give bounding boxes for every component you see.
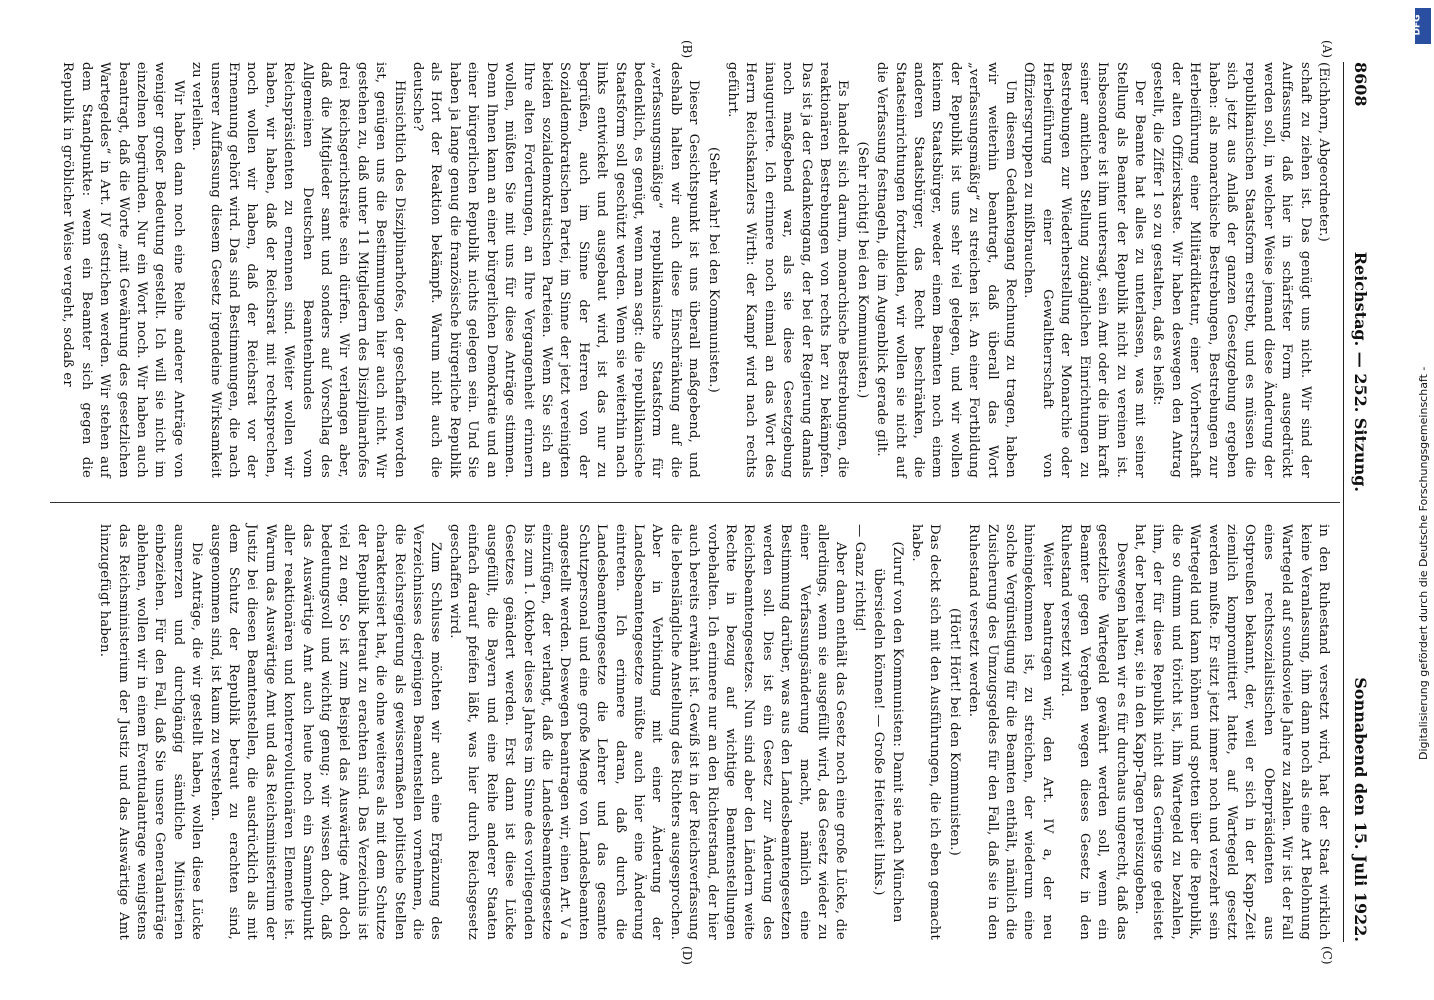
session-date: Sonnabend den 15. Juli 1922. xyxy=(1351,677,1370,942)
paragraph: — Ganz richtig! xyxy=(851,524,867,633)
interjection: (Sehr richtig! bei den Kommunisten.) xyxy=(854,141,870,399)
column-divider xyxy=(50,502,1340,503)
digitization-credit: Digitalisierung gefördert durch die Deutsche Forschungsgemeinschaft - xyxy=(1417,366,1430,760)
left-column xyxy=(58,62,1332,478)
right-column xyxy=(95,524,1332,940)
paragraph: Zum Schlusse möchten wir auch eine Ergänzung des Verzeichnisses derjenigen Beamtenstellen vornehmen, die die Reichsregierung als gewissermaßen politische Stellen charakterisiert hat, die ohne weiteres als mit dem Schutze der Republik betraut zu erachten sind. Das Verzeichnis ist viel zu eng. So ist zum Beispiel das Auswärtige Amt doch bedeutungsvoll und wichtig genug; wir wissen doch, daß das Auswärtige Amt auch heute noch ein Sammelpunkt aller reaktionären und konterrevolutionären Elemente ist. Warum das Auswärtige Amt und das Reichsministerium der Justiz bei diesen Beamtenstellen, die ausdrücklich als mit dem Schutz der Republik betraut zu erachten sind, ausgenommen sind, ist kaum zu verstehen. xyxy=(207,524,444,940)
page-header xyxy=(1344,62,1372,942)
paragraph: Der Beamte hat alles zu unterlassen, was mit seiner Stellung als Beamter der Republik nicht zu vereinen ist. Insbesondere ist ihm untersagt, sein Amt oder die ihm kraft seiner amtlichen Stellung zugänglichen Einrichtungen zu Bestrebungen zur Wiederherstellung der Monarchie oder Herbeiführung einer Gewaltherrschaft von Offiziersgruppen zu mißbrauchen. xyxy=(1021,62,1147,478)
session-title: Reichstag. — 252. Sitzung. xyxy=(1351,251,1370,492)
paragraph: Weiter beantragen wir, den Art. IV a, der neu hineingekommen ist, zu streichen, der wiederum eine solche Vergünstigung für die Beamten enthält, nämlich die Zusicherung des Umzugsgeldes für den Fall, daß sie in den Ruhestand versetzt werden. xyxy=(966,524,1055,940)
paragraph: Hinsichtlich des Disziplinarhofes, der geschaffen worden ist, genügen uns die Bestimmungen hier auch nicht. Wir gestehen zu, daß unter 11 Mitgliedern des Disziplinarhofes drei Reichsgerichtsräte sein dürfen. Wir verlangen aber, daß die Mitglieder samt und sonders auf Vorschlag des Allgemeinen Deutschen Beamtenbundes vom Reichspräsidenten zu ernennen sind. Weiter wollen wir haben, wir haben, daß der Reichsrat mit rechtsprechen, noch wollen wir haben, daß der Reichsrat vor der Ernennung gehört wird. Das sind Bestimmungen, die nach unserer Auffassung diesem Gesetz irgendeine Wirksamkeit zu verleihen. xyxy=(189,62,407,478)
margin-mark-a: (A) xyxy=(1320,40,1334,59)
paragraph: Dieser Gesichtspunkt ist uns überall maßgebend, und deshalb halten wir auch diese Einschränkung auf die „verfassungsmäßige“ republikanische Staatsform für bedenklich, es genügt, wenn man sagt: die republikanische Staatsform soll geschützt werden. Wenn sie weiterhin nach links entwickelt und ausgebaut wird, ist das nur zu begrüßen, auch im Sinne der Herren von der Sozialdemokratischen Partei, im Sinne der jetzt vereinigten beiden sozialdemokratischen Parteien. Wenn Sie sich an Ihre alten Forderungen, an Ihre Vergangenheit erinnern wollen, müßten Sie mit uns für diese Anträge stimmen. Denn Ihnen kann an einer bürgerlichen Demokratie und an einer bürgerlichen Republik nichts gelegen sein. Und Sie haben ja lange genug die französische bürgerliche Republik als Hort der Reaktion bekämpft. Warum nicht auch die deutsche? xyxy=(410,62,702,478)
paragraph: Das deckt sich mit den Ausführungen, die ich eben gemacht habe. xyxy=(909,524,943,940)
paragraph: in den Ruhestand versetzt wird, hat der Staat wirklich keine Veranlassung, ihm dann noch als eine Art Belohnung Wartegeld auf soundsoviele Jahre zu zahlen. Wir ist der Fall eines rechtssozialistischen Oberpräsidenten aus Ostpreußen bekannt, der, weil er sich in der Kapp-Zeit ziemlich kompromittiert hatte, auf Wartegeld gesetzt werden mußte. Er sitzt jetzt immer noch und verzehrt sein Wartegeld und kann höhnen und spotten über die Republik, die so dumm und töricht ist, ihm Wartegeld zu bezahlen, ihm, der für diese Republik nicht das Geringste geleistet hat, der bereit war, sie in den Kapp-Tagen preiszugeben. xyxy=(1131,524,1331,940)
paragraph: Die Anträge, die wir gestellt haben, wollen diese Lücke ausmerzen und durchgängig sämtliche Ministerien einbeziehen. Für den Fall, daß Sie unsere Generalanträge ablehnen, wollen wir in einem Eventualantrage wenigstens das Reichsministerium der Justiz und das Auswärtige Amt hinzugefügt haben. xyxy=(97,524,205,940)
paragraph: schaft zu ziehen ist. Das genügt uns nicht. Wir sind der Auffassung, daß hier in schärfster Form ausgedrückt werden soll, in welcher Weise jemand diese Änderung der republikanischen Staatsform erstrebt, und es müssen die sich jetzt aus Anlaß der ganzen Gesetzgebung ergeben haben: als monarchische Bestrebungen, Bestrebungen zur Herbeiführung einer Militärdiktatur, einer Vorherrschaft der alten Offizierskaste. Wir haben deswegen den Antrag gestellt, die Ziffer 1 so zu gestalten, daß es heißt: xyxy=(1150,62,1313,478)
interjection: (Sehr wahr! bei den Kommunisten.) xyxy=(705,147,721,393)
page-number: 8608 xyxy=(1351,62,1370,107)
paragraph: Um diesem Gedankengang Rechnung zu tragen, haben wir weiterhin beantragt, daß überall das Wort „verfassungsmäßig“ zu streichen ist. An einer Fortbildung der Republik ist uns sehr viel gelegen, und wir wollen keinem Staatsbürger, weder einem Beamten noch einem anderen Staatsbürger, das Recht beschränken, die Staatseinrichtungen fortzubilden, wir wollen sie nicht auf die Verfassung festnageln, die im Augenblick gerade gilt. xyxy=(874,62,1019,478)
interjection: (Hört! Hört! bei den Kommunisten.) xyxy=(946,608,962,856)
paragraph: Deswegen halten wir es für durchaus ungerecht, daß das gesetzliche Wartegeld gewährt werden soll, wenn ein Beamter gegen Vergehen wegen dieses Gesetz in den Ruhestand versetzt wird. xyxy=(1058,524,1129,940)
paragraph: Wir haben dann noch eine Reihe anderer Anträge von weniger großer Bedeutung gestellt. Ich will sie nicht im einzelnen begründen. Nur ein Wort noch. Wir haben auch beantragt, daß die Worte „mit Gewährung des gesetzlichen Wartegeldes“ in Art. IV gestrichen werden. Wir stehen auf dem Standpunkte: wenn ein Beamter sich gegen die Republik in gröblicher Weise vergeht, sodaß er xyxy=(60,62,186,478)
margin-mark-c: (C) xyxy=(1320,946,1334,965)
margin-mark-d: (D) xyxy=(680,946,694,965)
margin-mark-b: (B) xyxy=(680,40,694,59)
paragraph: Es handelt sich darum, monarchische Bestrebungen, die reaktionären Bestrebungen von rechts her zu bekämpfen. Das ist ja der Gedankengang, der bei der Regierung damals noch maßgebend war, als sie diese Gesetzgebung inaugurierte. Ich erinnere noch einmal an das Wort des Herrn Reichskanzlers Wirth: der Kampf wird nach rechts geführt. xyxy=(725,62,851,478)
newspaper-page xyxy=(42,62,1372,942)
dfg-logo xyxy=(1412,8,1431,44)
dfg-logo-text: DFG xyxy=(1412,14,1423,36)
paragraph: Aber dann enthält das Gesetz noch eine große Lücke, die allerdings, wenn sie ausgefüllt wird, das Gesetz wieder zu einer Verfassungsänderung macht, nämlich eine Bestimmung darüber, was aus den Landesbeamtengesetzen werden soll. Dies ist ein Gesetz zur Änderung des Reichsbeamtengesetzes. Nun sind aber den Ländern weite Rechte in bezug auf wichtige Beamtenstellungen vorbehalten. Ich erinnere nur an den Richterstand, der hier auch bereits erwähnt ist. Gewiß ist in der Reichsverfassung die lebenslängliche Anstellung des Richters ausgesprochen. Aber in Verbindung mit einer Änderung der Landesbeamtengesetze müßte auch hier eine Änderung eintreten. Ich erinnere daran, daß durch die Landesbeamtengesetze die Lehrer und das gesamte Schutzpersonal und eine große Menge von Landesbeamten angestellt werden. Deswegen beantragen wir, einen Art. V a einzufügen, der verlangt, daß die Landesbeamtengesetze bis zum 1. Oktober dieses Jahres im Sinne des vorliegenden Gesetzes geändert werden. Erst dann ist diese Lücke ausgefüllt, die Bayern und eine Reihe anderer Staaten einfach darauf pfeifen läßt, was hier durch Reichsgesetz geschaffen wird. xyxy=(446,524,849,940)
paragraph: (Eichhorn, Abgeordneter.) xyxy=(1316,62,1331,242)
interjection: (Zuruf von den Kommunisten: Damit sie nach München übersiedeln können! — Große Heiterkeit links.) xyxy=(871,541,905,923)
header-rule xyxy=(1343,62,1344,942)
